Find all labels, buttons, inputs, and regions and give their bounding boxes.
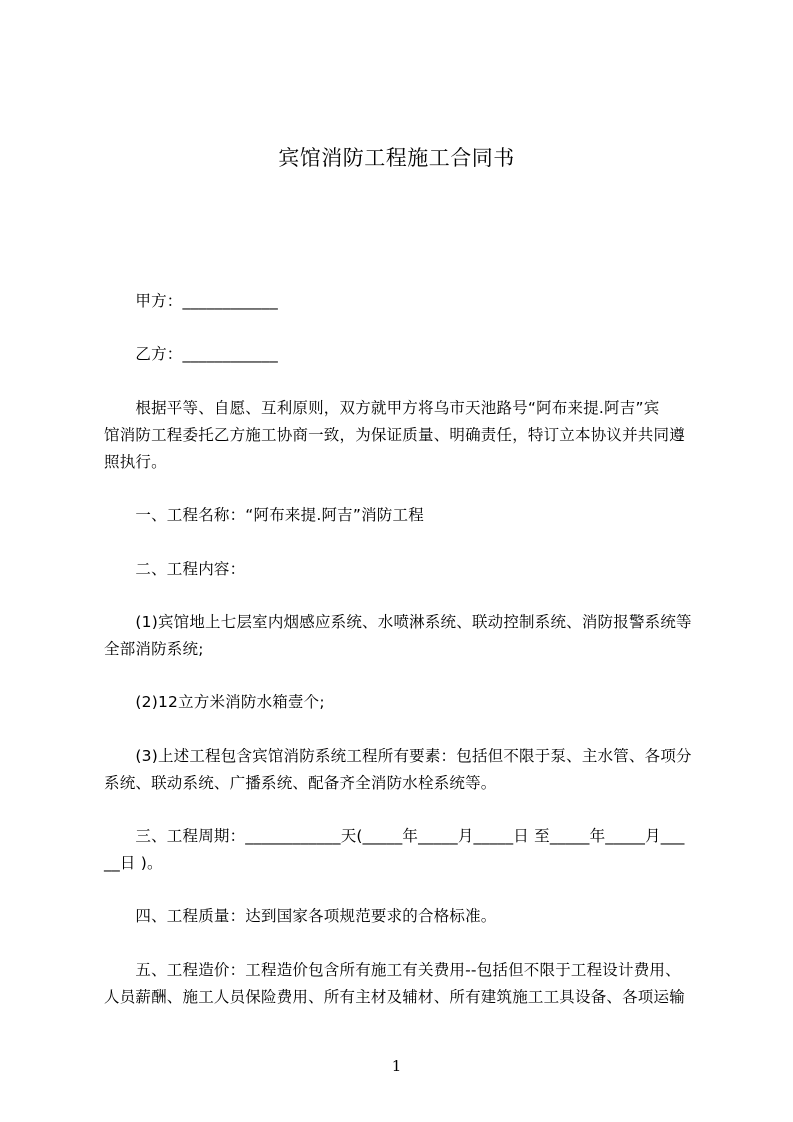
clause-3-period-line-1: 三、工程周期：____________天(_____年_____月_____日 至_____年_____月___: [104, 827, 685, 845]
clause-2-item-3-line-1: (3)上述工程包含宾馆消防系统工程所有要素：包括但不限于泵、主水管、各项分: [104, 747, 692, 765]
clause-2-heading: 二、工程内容：: [104, 560, 246, 578]
party-a-line: 甲方：____________: [104, 292, 278, 310]
party-b-line: 乙方：____________: [104, 345, 278, 363]
document-title: 宾馆消防工程施工合同书: [278, 146, 515, 170]
clause-3-period-line-2: __日 )。: [104, 854, 163, 872]
page-number: 1: [391, 1057, 402, 1075]
preamble-line-3: 照执行。: [104, 453, 167, 471]
preamble-line-1: 根据平等、自愿、互利原则，双方就甲方将乌市天池路号“阿布来提.阿吉”宾: [104, 399, 660, 417]
clause-1-project-name: 一、工程名称：“阿布来提.阿吉”消防工程: [104, 506, 424, 524]
clause-2-item-1-line-1: (1)宾馆地上七层室内烟感应系统、水喷淋系统、联动控制系统、消防报警系统等: [104, 613, 692, 631]
clause-2-item-2: (2)12立方米消防水箱壹个;: [104, 693, 325, 711]
clause-2-item-1-line-2: 全部消防系统;: [104, 640, 204, 658]
clause-4-quality: 四、工程质量：达到国家各项规范要求的合格标准。: [104, 907, 497, 925]
clause-5-price-line-1: 五、工程造价：工程造价包含所有施工有关费用--包括但不限于工程设计费用、: [104, 961, 681, 979]
preamble-line-2: 馆消防工程委托乙方施工协商一致，为保证质量、明确责任，特订立本协议并共同遵: [104, 426, 685, 444]
clause-2-item-3-line-2: 系统、联动系统、广播系统、配备齐全消防水栓系统等。: [104, 774, 497, 792]
clause-5-price-line-2: 人员薪酬、施工人员保险费用、所有主材及辅材、所有建筑施工工具设备、各项运输: [104, 988, 685, 1006]
